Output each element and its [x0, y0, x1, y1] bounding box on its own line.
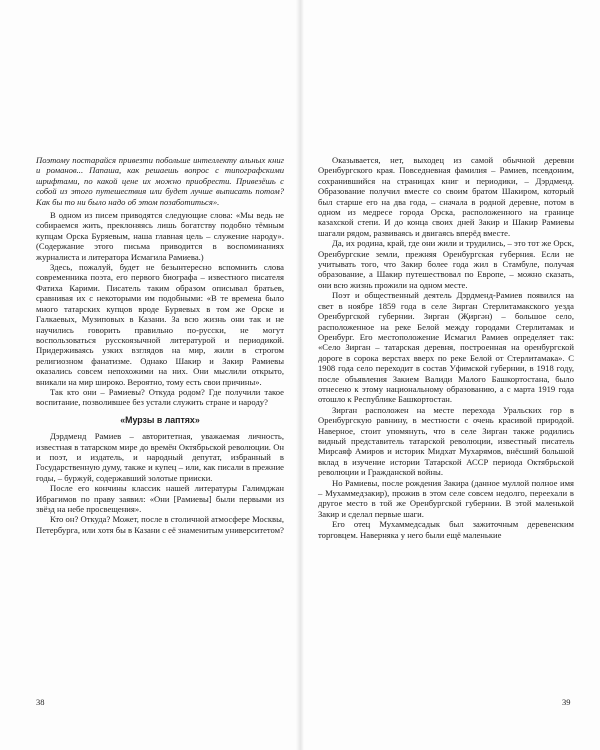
- paragraph: Здесь, пожалуй, будет не безынтересно вспомнить слова современника поэта, его первого биографа – известного писателя Фатиха Карими. Писатель таким образом описывал братьев, сравнивая их с некоторыми им подобными: «В те времена было много татарских купцов вроде Буряевых в том же Орске и Галкаевых, Музиповых в Казани. За всю жизнь они так и не научились говорить правильно по-русски, не могут воспользоваться русскоязычной литературой и периодикой. Придерживаясь узких взглядов на мир, жили в строгом религиозном фанатизме. Однако Шакир и Закир Рамиевы оказались совсем непохожими на них. Они мыслили открыто, вникали на мир широко. Вероятно, тому есть свои причины».: [36, 262, 284, 387]
- page-number: 39: [562, 697, 571, 707]
- paragraph: Так кто они – Рамиевы? Откуда родом? Где получили такое воспитание, позволившее без устали служить стране и народу?: [36, 386, 284, 408]
- section-heading: «Мурзы в лаптях»: [120, 414, 200, 425]
- book-gutter: [296, 0, 304, 750]
- paragraph: После его кончины классик нашей литературы Галимджан Ибрагимов по праву заявил: «Они [Рамиевы] были первыми из звёзд на небе просвещения».: [36, 483, 284, 514]
- paragraph: Да, их родина, край, где они жили и трудились, – это тот же Орск, Оренбургские земли, прежняя Оренбургская губерния. Если не учитывать того, что Закир более года жил в Стамбуле, получая образование, а Шакир путешествовал по Европе, – можно сказать, они всю жизнь прожили на одном месте.: [318, 238, 574, 290]
- paragraph: Кто он? Откуда? Может, после в столичной атмосфере Москвы, Петербурга, или хотя бы в Казани с её знаменитым университетом?: [36, 514, 284, 535]
- right-page-text: [318, 155, 574, 540]
- paragraph: Поэт и общественный деятель Дэрдменд-Рамиев появился на свет в ноябре 1859 года в селе Зирган Стерлитамакского уезда Оренбургской губернии. Зирган (Җиргән) – большое село, расположенное на реке Белой между городами Стерлитамак и Оренбург. Его местоположение Исмагил Рамиев определяет так: «Село Зирган – татарская деревня, построенная на оренбургской дороге в сорока верстах вверх по реке Белой от Стерлитамака». С 1908 года село переходит в состав Уфимской губернии, в 1918 году, после объявления Закием Валиди Малого Башкортостана, было отнесено к этому национальному образованию, а с марта 1919 года отошло к Республике Башкортостан.: [318, 290, 574, 405]
- paragraph: Поэтому постарайся привезти побольше интеллекту альных книг и романов... Папаша, как решаешь вопрос с типографскими шрифтами, по какой цене их можно приобрести. Привезёшь с собой из этого путешествия или будет лучше выписать потом? Как бы то ни было надо об этом позаботиться».: [36, 155, 284, 207]
- paragraph: Его отец Мухаммедсадык был зажиточным деревенским торговцем. Наверняка у него были ещё маленькие: [318, 519, 574, 540]
- paragraph: Оказывается, нет, выходец из самой обычной деревни Оренбургского края. Повседневная фамилия – Рамиев, псевдоним, сохранившийся на страницах книг и периодики, – Дэрдменд. Образование получил вместе со своим братом Шакиром, который был старше его на два года, – сначала в родной деревне, потом в одном из медресе города Орска, расположенного на границе казахской степи. И до конца своих дней Закир и Шакир Рамиевы шагали рядом, развиваясь и двигаясь вперёд вместе.: [318, 155, 574, 238]
- paragraph: Зирган расположен на месте перехода Уральских гор в Оренбургскую равнину, в местности с очень красивой природой. Наверное, стоит упомянуть, что в селе Зирган также родились видный представитель татарской революции, известный писатель Мирсаяф Амиров и историк Мидхат Мухарямов, внёсший большой вклад в изучение истории Татарской АССР периода Октябрьской революции и Гражданской войны.: [318, 404, 574, 478]
- right-page: [304, 0, 600, 750]
- left-page-text: [36, 155, 284, 535]
- paragraph: Дэрдменд Рамиев – авторитетная, уважаемая личность, известная в татарском мире до времён Октябрьской революции. Он и поэт, и издатель, и народный депутат, избранный в Государственную думу, также и купец – или, как писали в прежние годы, – буржуй, содержавший золотые прииски.: [36, 431, 284, 483]
- left-page: [0, 0, 296, 750]
- page-number: 38: [36, 697, 45, 707]
- paragraph: Но Рамиевы, после рождения Закира (данное муллой полное имя – Мухаммедзакир), прожив в этом селе совсем недолго, переехали в другое место в той же Оренбургской губернии. В этой маленькой Закир и сделал первые шаги.: [318, 477, 574, 519]
- paragraph: В одном из писем приводятся следующие слова: «Мы ведь не собираемся жить, преклоняясь лишь богатству подобно тёмным купцам Орска Буряевым, наша главная цель – служение народу». (Содержание этого письма приводится в воспоминаниях журналиста и литератора Исмагила Рамиева.): [36, 210, 284, 262]
